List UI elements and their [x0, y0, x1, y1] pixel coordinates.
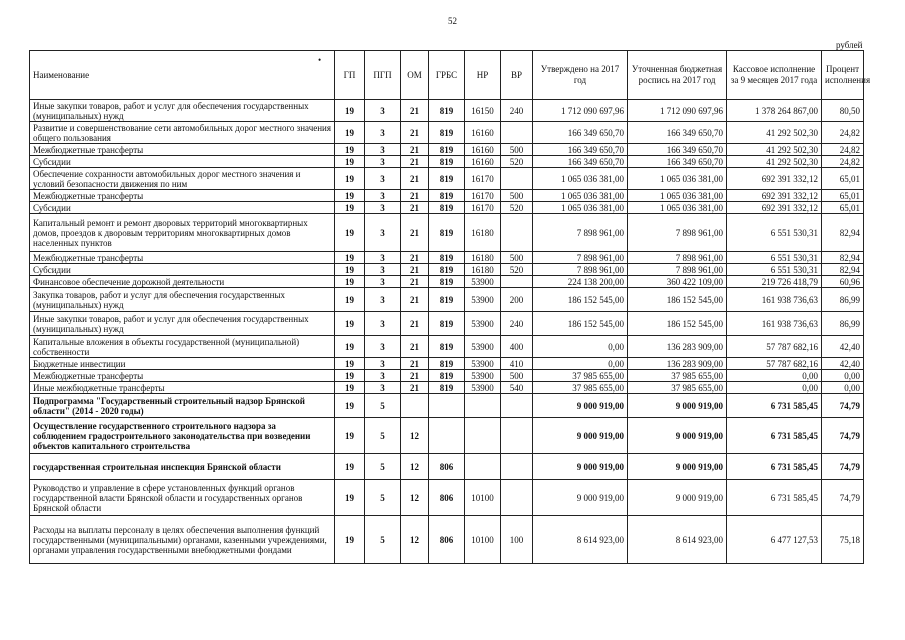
cell-np: 16160: [465, 156, 501, 168]
cell-name: Иные закупки товаров, работ и услуг для обеспечения государственных (муниципальных) нужд: [30, 312, 335, 336]
cell-om: 21: [401, 276, 429, 288]
cell-gp: 19: [335, 312, 365, 336]
cell-vr: 500: [501, 252, 533, 264]
cell-cash: 41 292 502,30: [727, 144, 822, 156]
cell-cash: 219 726 418,79: [727, 276, 822, 288]
table-body: [30, 100, 864, 564]
cell-vr: 240: [501, 100, 533, 122]
cell-percent: 80,50: [822, 100, 864, 122]
cell-gp: 19: [335, 516, 365, 564]
cell-refined: 166 349 650,70: [628, 122, 727, 144]
cell-ppgp: 3: [365, 288, 401, 312]
header-ppgp: ПГП: [365, 51, 401, 100]
cell-np: 16160: [465, 144, 501, 156]
cell-om: 12: [401, 480, 429, 516]
cell-om: 21: [401, 122, 429, 144]
table-header-row: [30, 51, 864, 100]
cell-np: 16170: [465, 190, 501, 202]
cell-grbs: 806: [429, 480, 465, 516]
table-row: [30, 276, 864, 288]
header-grbs: ГРБС: [429, 51, 465, 100]
cell-vr: 520: [501, 202, 533, 214]
cell-cash: 57 787 682,16: [727, 358, 822, 370]
cell-refined: 9 000 919,00: [628, 454, 727, 480]
cell-approved: 7 898 961,00: [533, 264, 628, 276]
cell-ppgp: 5: [365, 418, 401, 454]
cell-cash: 6 731 585,45: [727, 480, 822, 516]
cell-approved: 186 152 545,00: [533, 312, 628, 336]
cell-gp: 19: [335, 454, 365, 480]
cell-refined: 7 898 961,00: [628, 264, 727, 276]
cell-name: Расходы на выплаты персоналу в целях обеспечения выполнения функций государственными (муниципальными) органами, казенными учреждениями, органами управления государственными внебюджетными фондами: [30, 516, 335, 564]
cell-name: Закупка товаров, работ и услуг для обеспечения государственных (муниципальных) нужд: [30, 288, 335, 312]
cell-approved: 0,00: [533, 336, 628, 358]
cell-cash: 6 551 530,31: [727, 264, 822, 276]
cell-approved: 7 898 961,00: [533, 214, 628, 252]
table-row: [30, 122, 864, 144]
cell-cash: 6 731 585,45: [727, 454, 822, 480]
cell-grbs: 819: [429, 288, 465, 312]
cell-vr: [501, 480, 533, 516]
cell-ppgp: 3: [365, 358, 401, 370]
cell-percent: 86,99: [822, 312, 864, 336]
cell-vr: 500: [501, 144, 533, 156]
cell-refined: 7 898 961,00: [628, 214, 727, 252]
cell-om: 21: [401, 144, 429, 156]
cell-np: [465, 394, 501, 418]
cell-ppgp: 3: [365, 382, 401, 394]
cell-percent: 42,40: [822, 336, 864, 358]
cell-vr: 520: [501, 264, 533, 276]
cell-gp: 19: [335, 214, 365, 252]
cell-refined: 360 422 109,00: [628, 276, 727, 288]
cell-percent: 24,82: [822, 156, 864, 168]
cell-name: Обеспечение сохранности автомобильных дорог местного значения и условий безопасности движения по ним: [30, 168, 335, 190]
cell-grbs: 819: [429, 358, 465, 370]
cell-ppgp: 3: [365, 168, 401, 190]
cell-om: 21: [401, 382, 429, 394]
cell-ppgp: 3: [365, 214, 401, 252]
cell-vr: 520: [501, 156, 533, 168]
cell-refined: 7 898 961,00: [628, 252, 727, 264]
cell-name: Финансовое обеспечение дорожной деятельности: [30, 276, 335, 288]
cell-grbs: 819: [429, 168, 465, 190]
cell-gp: 19: [335, 202, 365, 214]
header-vr: ВР: [501, 51, 533, 100]
cell-np: [465, 454, 501, 480]
table-row: [30, 202, 864, 214]
cell-om: 21: [401, 312, 429, 336]
cell-approved: 1 712 090 697,96: [533, 100, 628, 122]
cell-cash: 6 551 530,31: [727, 214, 822, 252]
cell-name: Субсидии: [30, 264, 335, 276]
cell-vr: 200: [501, 288, 533, 312]
cell-gp: 19: [335, 168, 365, 190]
cell-cash: 6 731 585,45: [727, 394, 822, 418]
cell-gp: 19: [335, 418, 365, 454]
cell-approved: 1 065 036 381,00: [533, 168, 628, 190]
table-row: [30, 312, 864, 336]
cell-grbs: 819: [429, 252, 465, 264]
cell-name: Капитальные вложения в объекты государственной (муниципальной) собственности: [30, 336, 335, 358]
cell-grbs: 819: [429, 100, 465, 122]
cell-gp: 19: [335, 336, 365, 358]
cell-ppgp: 5: [365, 454, 401, 480]
cell-refined: 8 614 923,00: [628, 516, 727, 564]
cell-ppgp: 3: [365, 336, 401, 358]
cell-ppgp: 3: [365, 312, 401, 336]
cell-ppgp: 3: [365, 264, 401, 276]
cell-name: Межбюджетные трансферты: [30, 370, 335, 382]
cell-approved: 9 000 919,00: [533, 454, 628, 480]
cell-np: 53900: [465, 276, 501, 288]
cell-percent: 74,79: [822, 454, 864, 480]
cell-np: 16180: [465, 252, 501, 264]
cell-cash: 41 292 502,30: [727, 156, 822, 168]
table-row: [30, 394, 864, 418]
cell-ppgp: 3: [365, 156, 401, 168]
cell-approved: 0,00: [533, 358, 628, 370]
cell-cash: 161 938 736,63: [727, 288, 822, 312]
table-row: [30, 190, 864, 202]
cell-approved: 8 614 923,00: [533, 516, 628, 564]
cell-cash: 161 938 736,63: [727, 312, 822, 336]
cell-np: [465, 418, 501, 454]
cell-grbs: 819: [429, 214, 465, 252]
cell-refined: 186 152 545,00: [628, 312, 727, 336]
cell-cash: 57 787 682,16: [727, 336, 822, 358]
cell-name: Межбюджетные трансферты: [30, 252, 335, 264]
cell-gp: 19: [335, 276, 365, 288]
cell-approved: 166 349 650,70: [533, 144, 628, 156]
table-row: [30, 370, 864, 382]
table-row: [30, 382, 864, 394]
cell-name: Капитальный ремонт и ремонт дворовых территорий многоквартирных домов, проездов к дворовым территориям многоквартирных домов населенных пунктов: [30, 214, 335, 252]
cell-name: Субсидии: [30, 202, 335, 214]
budget-execution-table: [29, 50, 871, 564]
cell-vr: [501, 454, 533, 480]
cell-om: 21: [401, 100, 429, 122]
cell-cash: 41 292 502,30: [727, 122, 822, 144]
cell-percent: 65,01: [822, 190, 864, 202]
cell-percent: 24,82: [822, 122, 864, 144]
cell-cash: 692 391 332,12: [727, 202, 822, 214]
cell-om: 21: [401, 370, 429, 382]
table-row: [30, 252, 864, 264]
cell-om: 21: [401, 202, 429, 214]
cell-ppgp: 3: [365, 100, 401, 122]
cell-ppgp: 3: [365, 276, 401, 288]
table-row: [30, 156, 864, 168]
cell-np: 16180: [465, 264, 501, 276]
cell-ppgp: 3: [365, 190, 401, 202]
cell-vr: 100: [501, 516, 533, 564]
cell-name: Субсидии: [30, 156, 335, 168]
table-row: [30, 516, 864, 564]
header-gp: ГП: [335, 51, 365, 100]
cell-om: 21: [401, 288, 429, 312]
cell-refined: 9 000 919,00: [628, 394, 727, 418]
cell-name: Бюджетные инвестиции: [30, 358, 335, 370]
cell-percent: 82,94: [822, 252, 864, 264]
cell-grbs: 819: [429, 202, 465, 214]
cell-om: 12: [401, 516, 429, 564]
cell-refined: 136 283 909,00: [628, 336, 727, 358]
cell-percent: 75,18: [822, 516, 864, 564]
cell-np: 16160: [465, 122, 501, 144]
cell-gp: 19: [335, 288, 365, 312]
cell-ppgp: 5: [365, 394, 401, 418]
cell-approved: 9 000 919,00: [533, 418, 628, 454]
cell-gp: 19: [335, 382, 365, 394]
cell-percent: 74,79: [822, 394, 864, 418]
cell-approved: 9 000 919,00: [533, 394, 628, 418]
cell-cash: 6 731 585,45: [727, 418, 822, 454]
table-row: [30, 100, 864, 122]
table-row: [30, 288, 864, 312]
cell-gp: 19: [335, 252, 365, 264]
cell-vr: 240: [501, 312, 533, 336]
cell-approved: 37 985 655,00: [533, 382, 628, 394]
header-np: НР: [465, 51, 501, 100]
cell-approved: 9 000 919,00: [533, 480, 628, 516]
cell-approved: 186 152 545,00: [533, 288, 628, 312]
cell-percent: 74,79: [822, 418, 864, 454]
cell-cash: 692 391 332,12: [727, 190, 822, 202]
cell-ppgp: 3: [365, 370, 401, 382]
cell-refined: 166 349 650,70: [628, 144, 727, 156]
cell-approved: 224 138 200,00: [533, 276, 628, 288]
cell-om: 21: [401, 358, 429, 370]
cell-refined: 1 065 036 381,00: [628, 190, 727, 202]
cell-gp: 19: [335, 370, 365, 382]
cell-om: 21: [401, 168, 429, 190]
header-percent: Процент исполнения: [822, 51, 864, 100]
cell-vr: 410: [501, 358, 533, 370]
cell-refined: 1 712 090 697,96: [628, 100, 727, 122]
cell-np: 53900: [465, 358, 501, 370]
cell-cash: 6 477 127,53: [727, 516, 822, 564]
cell-percent: 0,00: [822, 370, 864, 382]
header-cash: Кассовое исполнение за 9 месяцев 2017 года: [727, 51, 822, 100]
cell-gp: 19: [335, 190, 365, 202]
cell-approved: 1 065 036 381,00: [533, 202, 628, 214]
cell-approved: 37 985 655,00: [533, 370, 628, 382]
cell-refined: 186 152 545,00: [628, 288, 727, 312]
cell-name: Руководство и управление в сфере установленных функций органов государственной власти Брянской области и государственных органов Брянской области: [30, 480, 335, 516]
cell-grbs: 819: [429, 370, 465, 382]
table-row: [30, 144, 864, 156]
cell-np: 10100: [465, 516, 501, 564]
cell-name: Иные закупки товаров, работ и услуг для обеспечения государственных (муниципальных) нужд: [30, 100, 335, 122]
cell-grbs: 819: [429, 264, 465, 276]
cell-vr: 540: [501, 382, 533, 394]
cell-gp: 19: [335, 394, 365, 418]
cell-vr: [501, 418, 533, 454]
cell-np: 10100: [465, 480, 501, 516]
table-row: [30, 336, 864, 358]
cell-np: 16150: [465, 100, 501, 122]
cell-gp: 19: [335, 122, 365, 144]
cell-percent: 82,94: [822, 214, 864, 252]
header-refined: Уточненная бюджетная роспись на 2017 год: [628, 51, 727, 100]
cell-refined: 136 283 909,00: [628, 358, 727, 370]
currency-unit-label: рублей: [836, 40, 863, 50]
table-row: [30, 264, 864, 276]
cell-approved: 7 898 961,00: [533, 252, 628, 264]
table-row: [30, 168, 864, 190]
cell-np: 53900: [465, 382, 501, 394]
cell-percent: 42,40: [822, 358, 864, 370]
cell-refined: 9 000 919,00: [628, 418, 727, 454]
cell-vr: [501, 168, 533, 190]
cell-refined: 37 985 655,00: [628, 382, 727, 394]
cell-grbs: 819: [429, 336, 465, 358]
cell-vr: 500: [501, 190, 533, 202]
cell-refined: 37 985 655,00: [628, 370, 727, 382]
page-number: 52: [448, 16, 457, 26]
cell-approved: 1 065 036 381,00: [533, 190, 628, 202]
cell-om: 12: [401, 454, 429, 480]
cell-om: 21: [401, 336, 429, 358]
cell-om: [401, 394, 429, 418]
cell-vr: [501, 214, 533, 252]
cell-cash: 1 378 264 867,00: [727, 100, 822, 122]
cell-vr: [501, 276, 533, 288]
table-row: [30, 480, 864, 516]
cell-approved: 166 349 650,70: [533, 156, 628, 168]
cell-grbs: 806: [429, 516, 465, 564]
cell-refined: 9 000 919,00: [628, 480, 727, 516]
cell-gp: 19: [335, 480, 365, 516]
stray-mark: •: [318, 55, 322, 65]
cell-cash: 0,00: [727, 370, 822, 382]
cell-grbs: 819: [429, 312, 465, 336]
cell-percent: 65,01: [822, 202, 864, 214]
cell-np: 16180: [465, 214, 501, 252]
table-row: [30, 418, 864, 454]
cell-approved: 166 349 650,70: [533, 122, 628, 144]
header-approved: Утверждено на 2017 год: [533, 51, 628, 100]
cell-grbs: [429, 418, 465, 454]
cell-refined: 1 065 036 381,00: [628, 168, 727, 190]
cell-np: 53900: [465, 312, 501, 336]
cell-percent: 60,96: [822, 276, 864, 288]
table-row: [30, 358, 864, 370]
cell-name: Иные межбюджетные трансферты: [30, 382, 335, 394]
cell-gp: 19: [335, 100, 365, 122]
cell-cash: 692 391 332,12: [727, 168, 822, 190]
cell-vr: [501, 394, 533, 418]
cell-gp: 19: [335, 358, 365, 370]
cell-percent: 24,82: [822, 144, 864, 156]
cell-refined: 166 349 650,70: [628, 156, 727, 168]
cell-ppgp: 5: [365, 516, 401, 564]
cell-ppgp: 3: [365, 144, 401, 156]
cell-np: 53900: [465, 370, 501, 382]
cell-vr: 400: [501, 336, 533, 358]
cell-cash: 6 551 530,31: [727, 252, 822, 264]
cell-name: Межбюджетные трансферты: [30, 144, 335, 156]
cell-name: Осуществление государственного строительного надзора за соблюдением градостроительного законодательства при возведении объектов капитального строительства: [30, 418, 335, 454]
cell-gp: 19: [335, 264, 365, 276]
cell-gp: 19: [335, 144, 365, 156]
cell-percent: 74,79: [822, 480, 864, 516]
cell-name: государственная строительная инспекция Брянской области: [30, 454, 335, 480]
cell-grbs: 819: [429, 382, 465, 394]
cell-gp: 19: [335, 156, 365, 168]
cell-np: 53900: [465, 336, 501, 358]
cell-name: Развитие и совершенствование сети автомобильных дорог местного значения общего пользования: [30, 122, 335, 144]
cell-name: Межбюджетные трансферты: [30, 190, 335, 202]
cell-om: 21: [401, 190, 429, 202]
cell-grbs: 819: [429, 144, 465, 156]
header-om: ОМ: [401, 51, 429, 100]
cell-refined: 1 065 036 381,00: [628, 202, 727, 214]
cell-grbs: 806: [429, 454, 465, 480]
cell-ppgp: 3: [365, 122, 401, 144]
cell-grbs: [429, 394, 465, 418]
cell-percent: 82,94: [822, 264, 864, 276]
cell-om: 21: [401, 214, 429, 252]
cell-grbs: 819: [429, 122, 465, 144]
cell-om: 21: [401, 252, 429, 264]
table-row: [30, 454, 864, 480]
cell-ppgp: 5: [365, 480, 401, 516]
cell-np: 16170: [465, 168, 501, 190]
cell-percent: 65,01: [822, 168, 864, 190]
cell-vr: [501, 122, 533, 144]
cell-cash: 0,00: [727, 382, 822, 394]
cell-ppgp: 3: [365, 252, 401, 264]
header-name: Наименование: [30, 51, 335, 100]
cell-np: 53900: [465, 288, 501, 312]
cell-ppgp: 3: [365, 202, 401, 214]
table-row: [30, 214, 864, 252]
cell-grbs: 819: [429, 190, 465, 202]
cell-grbs: 819: [429, 156, 465, 168]
cell-np: 16170: [465, 202, 501, 214]
cell-percent: 0,00: [822, 382, 864, 394]
cell-percent: 86,99: [822, 288, 864, 312]
cell-grbs: 819: [429, 276, 465, 288]
cell-om: 21: [401, 264, 429, 276]
cell-name: Подпрограмма "Государственный строительный надзор Брянской области" (2014 - 2020 годы): [30, 394, 335, 418]
cell-vr: 500: [501, 370, 533, 382]
cell-om: 21: [401, 156, 429, 168]
cell-om: 12: [401, 418, 429, 454]
